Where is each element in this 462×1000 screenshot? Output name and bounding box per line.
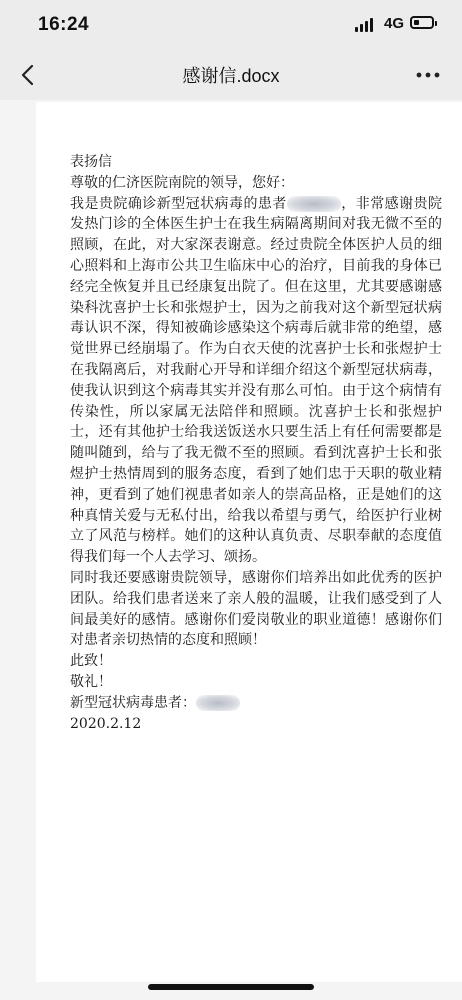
battery-level (414, 20, 419, 25)
ellipsis-icon[interactable] (414, 64, 442, 86)
letter-salutation: 尊敬的仁济医院南院的领导，您好： (70, 174, 294, 191)
letter-paragraph-1 (70, 194, 442, 568)
signal-icon (355, 18, 377, 32)
letter-closing-2: 敬礼！ (70, 673, 112, 690)
paragraph-1-rest: ，非常感谢贵院发热门诊的全体医生护士在我生病隔离期间对我无微不至的照顾，在此，对大家深表谢意。经过贵院全体医护人员的细心照料和上海市公共卫生临床中心的治疗，目前我的身体已经完全恢复并且已经康复出院了。但在这里，尤其要感谢感染科沈喜护士长和张煜护士，因为之前我对这个新型冠状病毒认识不深，得知被确诊感染这个病毒后就非常的绝望，感觉世界已经崩塌了。作为白衣天使的沈喜护士长和张煜护士在我隔离后，对我耐心开导和详细介绍这个新型冠状病毒，使我认识到这个病毒其实并没有那么可怕。由于这个病情有传染性，所以家属无法陪伴和照顾。沈喜护士长和张煜护士，还有其他护士给我送饭送水只要生活上有任何需要都是随叫随到，给与了我无微不至的照顾。看到沈喜护士长和张煜护士热情周到的服务态度，看到了她们忠于天职的敬业精神，更看到了她们视患者如亲人的崇高品格，正是她们的这种真情关爱与无私付出，给我以希望与勇气，给医护行业树立了风范与榜样。她们的这种认真负责、尽职奉献的态度值得我们每一个人去学习、颂扬。 (70, 195, 443, 566)
network-type: 4G (384, 15, 405, 32)
letter-paragraph-2: 同时我还要感谢贵院领导，感谢你们培养出如此优秀的医护团队。给我们患者送来了亲人般的温暖，让我们感受到了人间最美好的感情。感谢你们爱岗敬业的职业道德！感谢你们对患者亲切热情的态度和照顾！ (70, 569, 442, 649)
letter-date: 2020.2.12 (70, 715, 142, 732)
signature-label: 新型冠状病毒患者： (70, 694, 196, 711)
letter-body (70, 152, 442, 734)
document-title: 感谢信.docx (182, 66, 280, 86)
letter-heading: 表扬信 (70, 154, 112, 170)
paragraph-1-start: 我是贵院确诊新型冠状病毒的患者 (70, 195, 287, 212)
redacted-name (287, 196, 341, 212)
letter-signature (70, 693, 442, 714)
battery-icon (410, 16, 434, 29)
status-time: 16:24 (38, 14, 90, 35)
letter-closing-1: 此致！ (70, 653, 112, 670)
home-indicator[interactable] (148, 984, 314, 990)
redacted-signature (196, 695, 240, 711)
nav-bar (0, 50, 462, 100)
status-bar (0, 0, 462, 50)
